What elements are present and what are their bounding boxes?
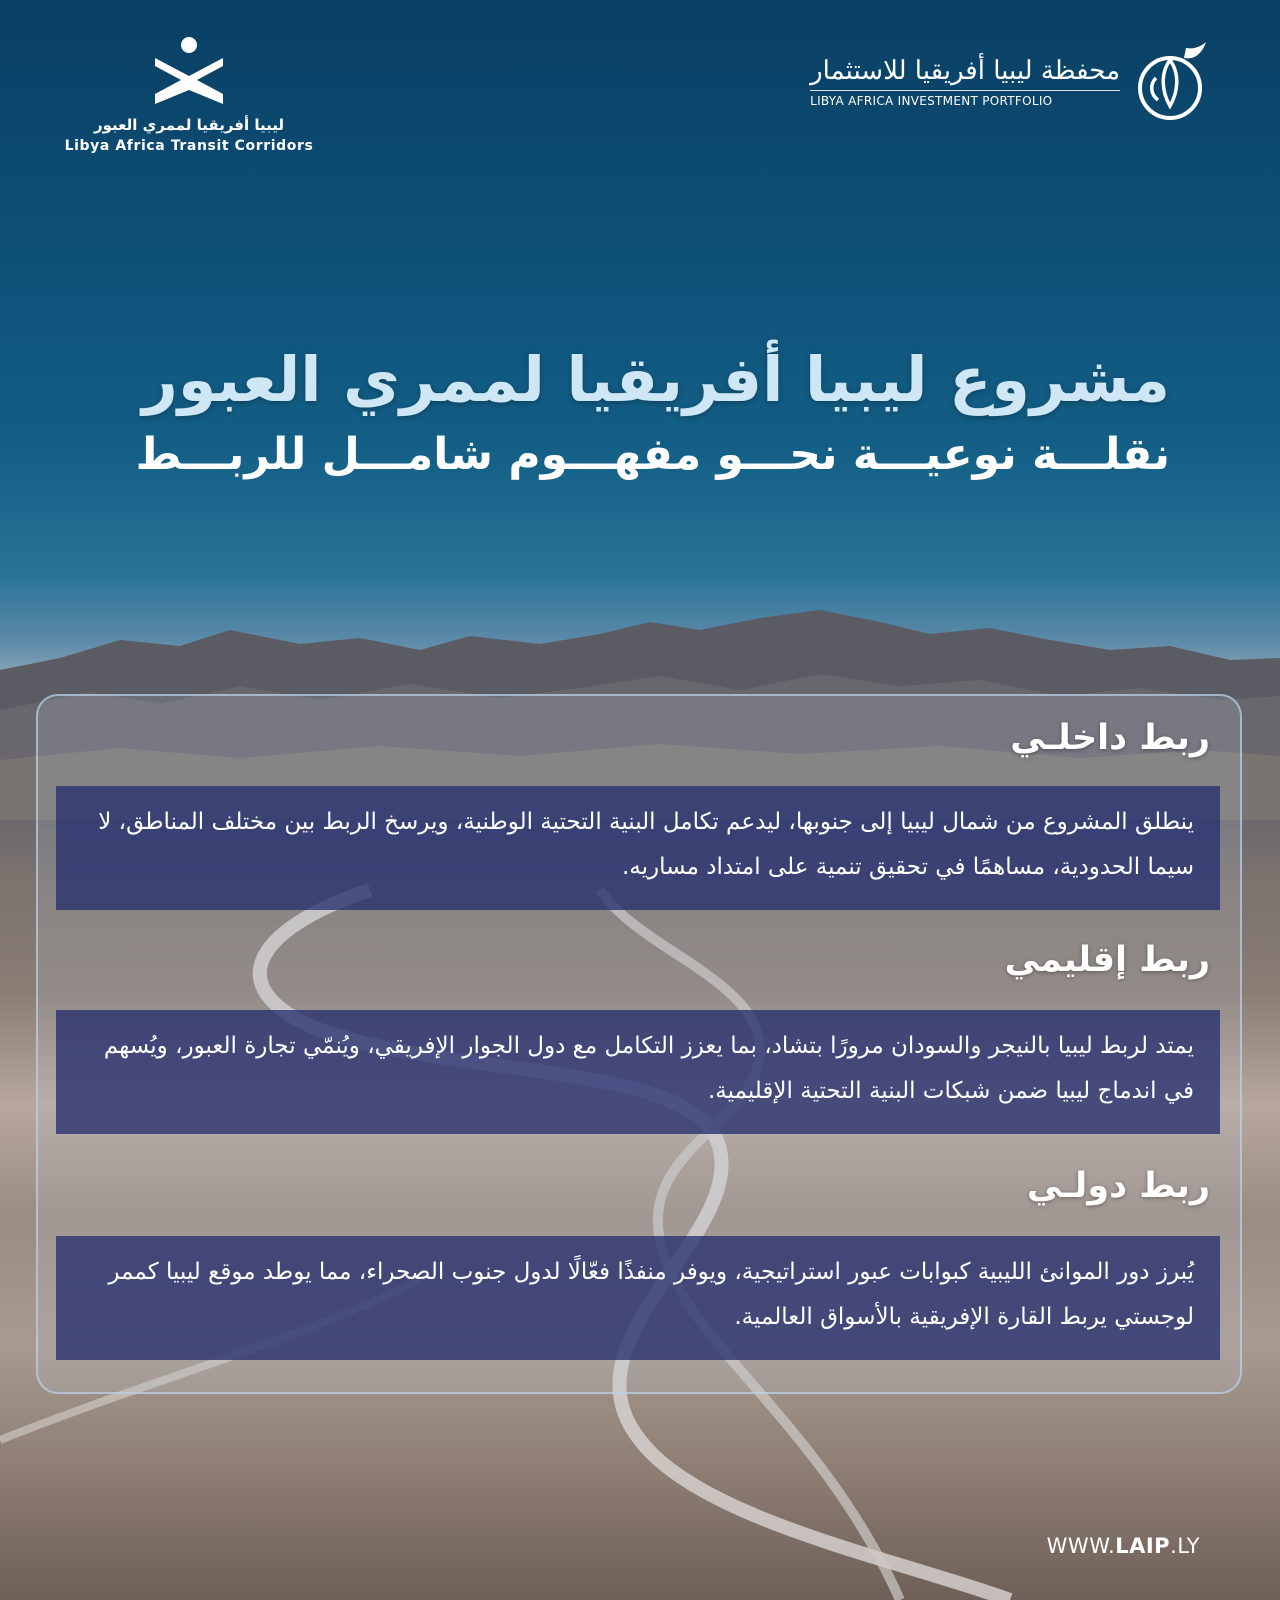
ltc-logo xyxy=(54,36,324,154)
section-title-internal: ربط داخلـي xyxy=(1010,718,1210,758)
laip-logo xyxy=(810,40,1208,124)
headline xyxy=(90,344,1170,482)
website-suffix: .LY xyxy=(1170,1534,1200,1558)
page-subtitle: نقلـــة نوعيـــة نحـــو مفهـــوم شامـــل للربـــط xyxy=(135,429,1170,481)
section-body-internal: ينطلق المشروع من شمال ليبيا إلى جنوبها، ليدعم تكامل البنية التحتية الوطنية، ويرسخ الربط بين مختلف المناطق، لا سيما الحدودية، مساهمًا في تحقيق تنمية على امتداد مساريه. xyxy=(56,786,1220,910)
section-body-regional: يمتد لربط ليبيا بالنيجر والسودان مرورًا بتشاد، بما يعزز التكامل مع دول الجوار الإفريقي، ويُنمّي تجارة العبور، ويُسهم في اندماج ليبيا ضمن شبكات البنية التحتية الإقليمية. xyxy=(56,1010,1220,1134)
page-title: مشروع ليبيا أفريقيا لممري العبور xyxy=(142,343,1170,416)
section-title-international: ربط دولـي xyxy=(1026,1166,1210,1206)
content-panel xyxy=(36,694,1242,1394)
section-body-international: يُبرز دور الموانئ الليبية كبوابات عبور استراتيجية، ويوفر منفذًا فعّالًا لدول جنوب الصحراء، مما يوطد موقع ليبيا كممر لوجستي يربط القارة الإفريقية بالأسواق العالمية. xyxy=(56,1236,1220,1360)
ltc-name-english: Libya Africa Transit Corridors xyxy=(64,138,314,154)
website-url xyxy=(1047,1534,1200,1558)
section-title-regional: ربط إقليمي xyxy=(1004,940,1210,980)
website-domain: LAIP xyxy=(1115,1534,1171,1558)
laip-name-english: LIBYA AFRICA INVESTMENT PORTFOLIO xyxy=(810,90,1120,108)
website-prefix: WWW. xyxy=(1046,1534,1116,1558)
laip-name-arabic: محفظة ليبيا أفريقيا للاستثمار xyxy=(810,56,1120,86)
ltc-name-arabic: ليبيا أفريقيا لممري العبور xyxy=(93,116,284,134)
ltc-emblem-icon xyxy=(149,36,229,108)
laip-emblem-icon xyxy=(1134,40,1208,124)
